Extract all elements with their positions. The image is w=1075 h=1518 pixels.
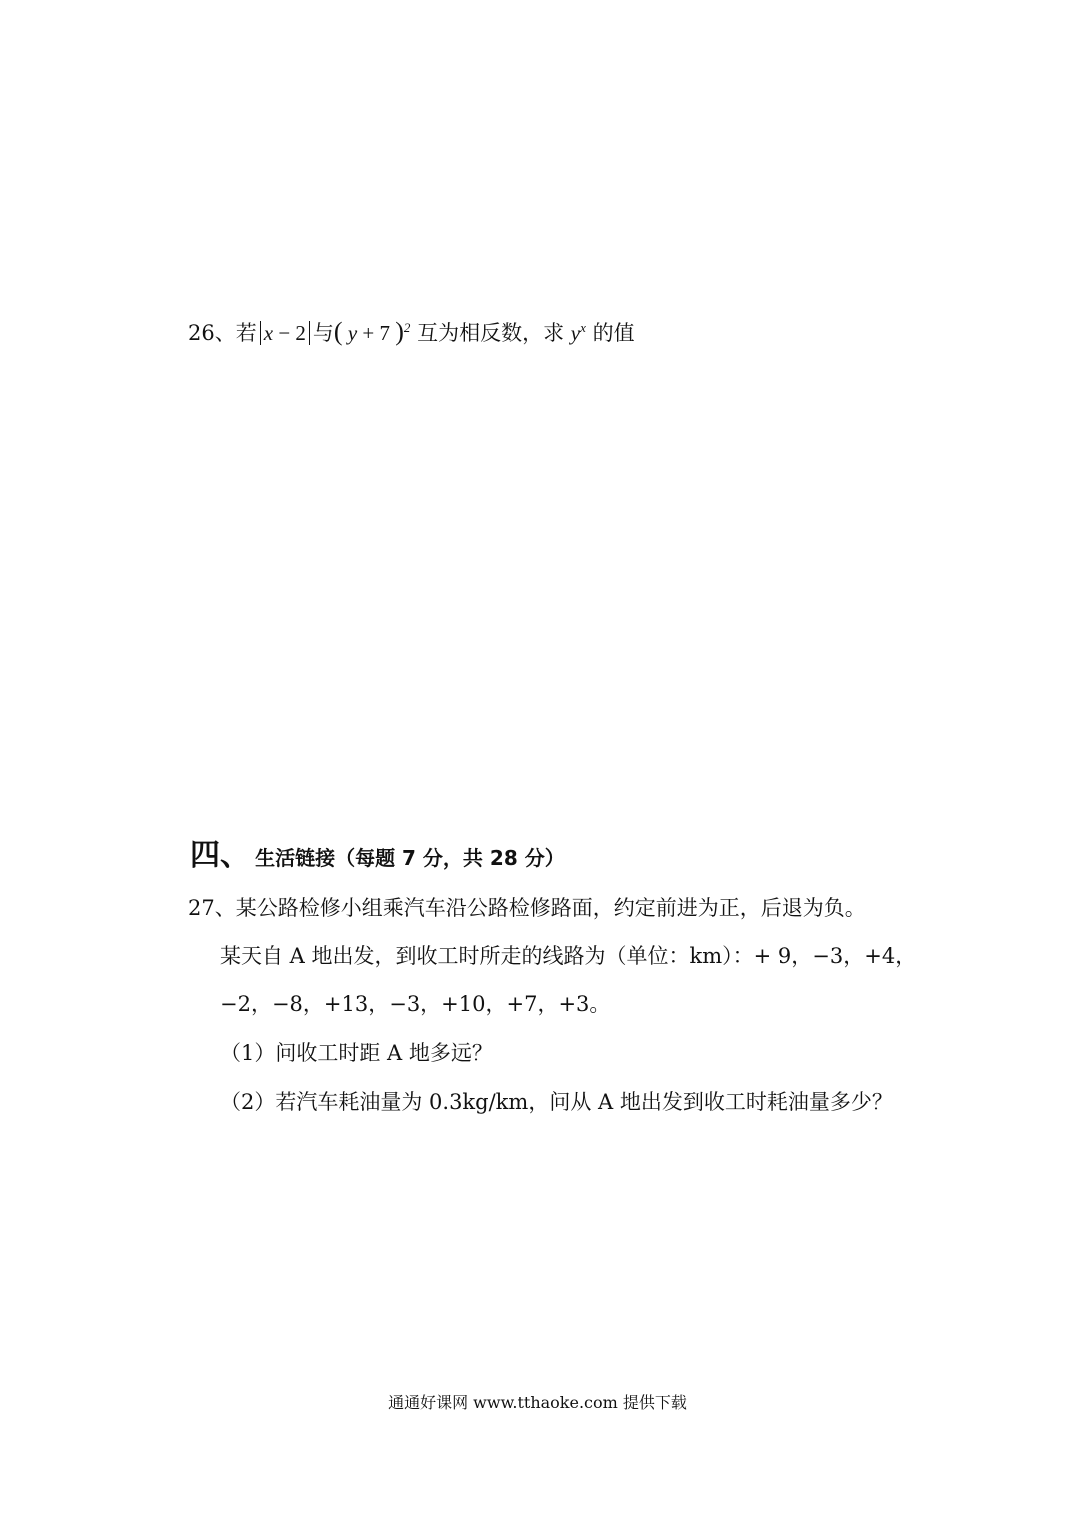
abs-var: x (263, 321, 274, 345)
paren-op: + 7 (357, 321, 390, 345)
paren-expression (333, 317, 411, 346)
q26-text-value: 的值 (592, 321, 635, 345)
q27-line-1: 27、某公路检修小组乘汽车沿公路检修路面，约定前进为正，后退为负。 (188, 896, 866, 920)
question-26 (188, 313, 635, 348)
q26-text-and: 与 (312, 321, 334, 345)
abs-expression (260, 321, 310, 345)
q26-number: 26、 (188, 321, 236, 345)
paren-open: ( (333, 317, 343, 346)
paren-var: y (347, 321, 358, 345)
power-expression (571, 321, 586, 345)
paren-exponent: 2 (403, 320, 411, 335)
section-4-title: 生活链接（每题 7 分，共 28 分） (255, 846, 565, 870)
q26-text-if: 若 (235, 321, 257, 345)
power-base: y (570, 321, 581, 345)
q27-sub-1: （1）问收工时距 A 地多远？ (220, 1041, 493, 1065)
q27-line-3: −2，−8，+13，−3，+10，+7，+3。 (220, 992, 611, 1016)
q26-text-opposite: 互为相反数，求 (417, 321, 565, 345)
section-4-numeral: 四、 (190, 838, 250, 873)
q27-line-2: 某天自 A 地出发，到收工时所走的线路为（单位：km）：+ 9，−3，+4， (220, 944, 917, 968)
paren-close: ) (395, 317, 404, 346)
power-exponent: x (580, 320, 586, 335)
section-4-heading (190, 830, 565, 874)
q27-sub-2: （2）若汽车耗油量为 0.3kg/km，问从 A 地出发到收工时耗油量多少？ (220, 1090, 893, 1114)
footer-credit: 通通好课网 www.tthaoke.com 提供下载 (388, 1393, 687, 1412)
abs-op: − 2 (273, 321, 306, 345)
